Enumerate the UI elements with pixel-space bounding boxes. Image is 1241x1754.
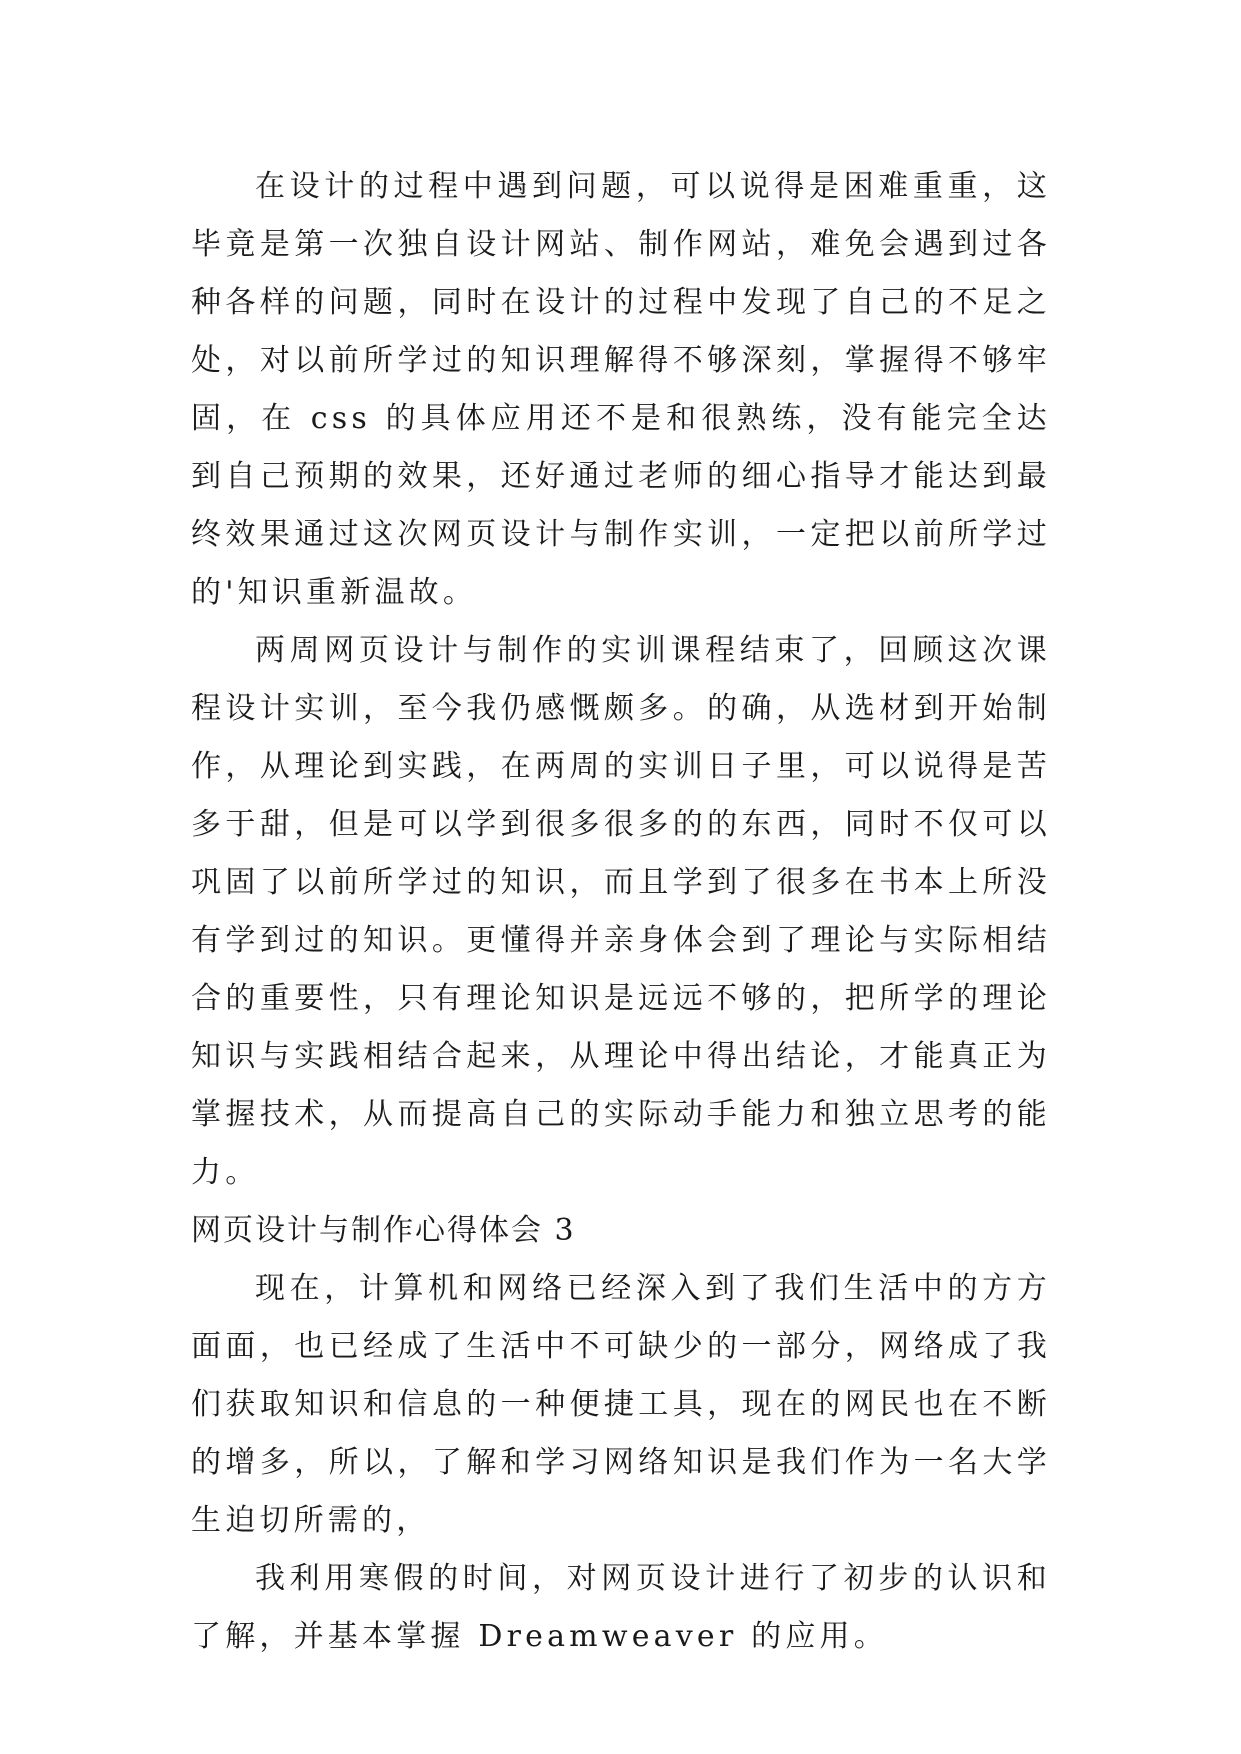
paragraph-1: 在设计的过程中遇到问题，可以说得是困难重重，这毕竟是第一次独自设计网站、制作网站，难免会遇到过各种各样的问题，同时在设计的过程中发现了自己的不足之处，对以前所学过的知识理解得不够深刻，掌握得不够牢固，在 css 的具体应用还不是和很熟练，没有能完全达到自己预期的效果，还好通过老师的细心指导才能达到最终效果通过这次网页设计与制作实训，一定把以前所学过的'知识重新温故。 [191,169,1051,610]
section-heading: 网页设计与制作心得体会 3 [191,1213,576,1248]
paragraph-4: 我利用寒假的时间，对网页设计进行了初步的认识和了解，并基本掌握 Dreamweaver 的应用。 [191,1561,1051,1654]
paragraph-2: 两周网页设计与制作的实训课程结束了，回顾这次课程设计实训，至今我仍感慨颇多。的确，从选材到开始制作，从理论到实践，在两周的实训日子里，可以说得是苦多于甜，但是可以学到很多很多的的东西，同时不仅可以巩固了以前所学过的知识，而且学到了很多在书本上所没有学到过的知识。更懂得并亲身体会到了理论与实际相结合的重要性，只有理论知识是远远不够的，把所学的理论知识与实践相结合起来，从理论中得出结论，才能真正为掌握技术，从而提高自己的实际动手能力和独立思考的能力。 [191,633,1051,1190]
document-page [191,158,1051,1666]
paragraph-3: 现在，计算机和网络已经深入到了我们生活中的方方面面，也已经成了生活中不可缺少的一部分，网络成了我们获取知识和信息的一种便捷工具，现在的网民也在不断的增多，所以，了解和学习网络知识是我们作为一名大学生迫切所需的， [191,1271,1051,1538]
